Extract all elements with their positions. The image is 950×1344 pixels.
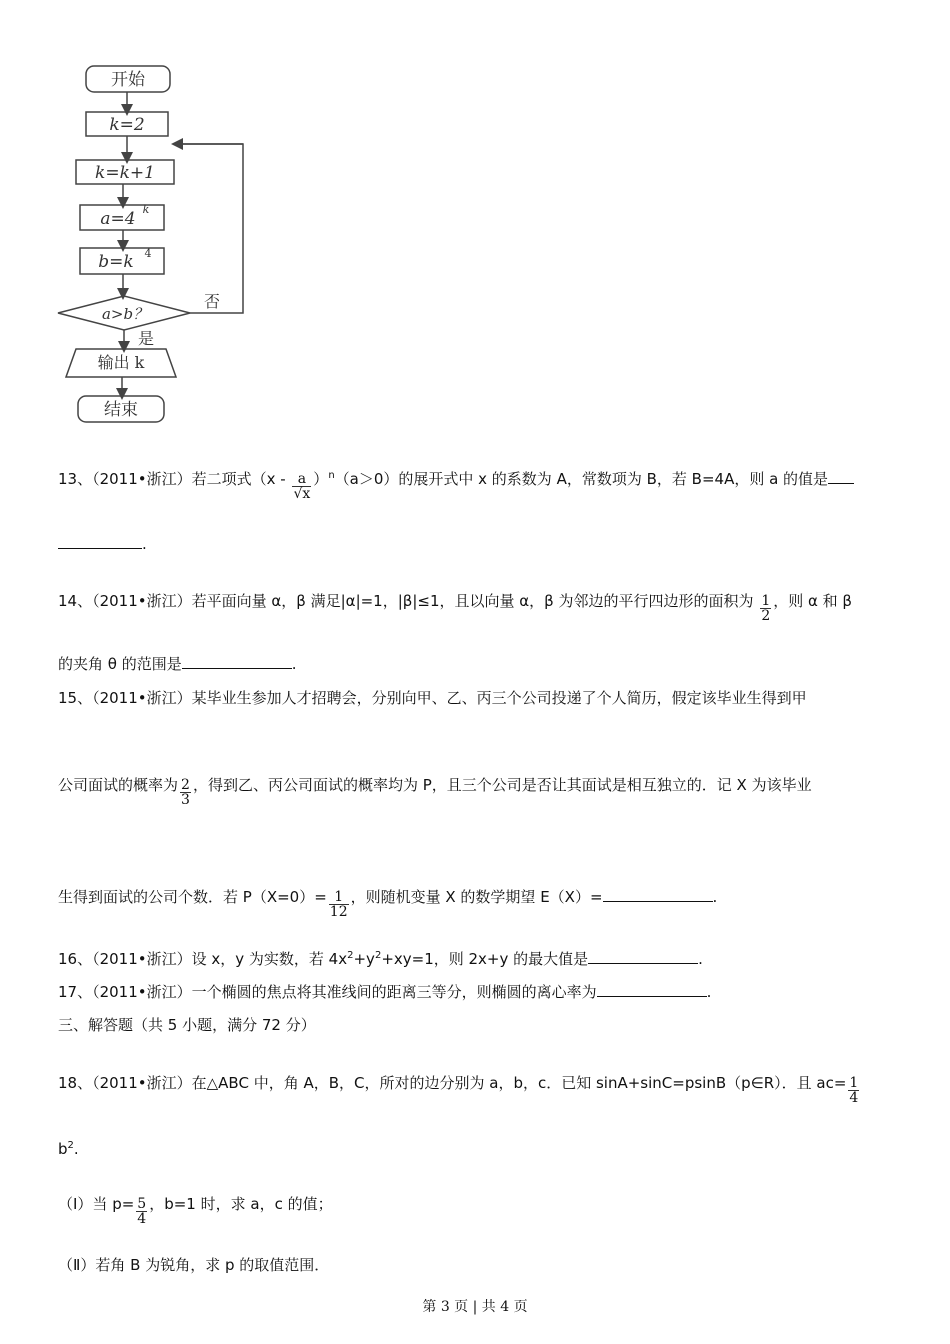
q13-number: 13、 bbox=[58, 470, 93, 488]
q16-text-c: +xy=1，则 2x+y 的最大值是 bbox=[381, 950, 589, 968]
q18-part1-frac-den: 4 bbox=[137, 1211, 147, 1227]
q15-number: 15、 bbox=[58, 689, 93, 707]
question-18-part-1 bbox=[58, 1183, 333, 1226]
q14-answer-blank[interactable] bbox=[182, 654, 292, 669]
q16-sup-1: 2 bbox=[347, 950, 354, 961]
question-18-part-2: （Ⅱ）若角 B 为锐角，求 p 的取值范围． bbox=[58, 1256, 330, 1274]
q17-answer-blank[interactable] bbox=[597, 982, 707, 997]
q18-fraction bbox=[848, 1076, 859, 1105]
q18-part1-fraction bbox=[136, 1197, 147, 1226]
q15-fraction-2 bbox=[329, 890, 349, 919]
q13-exp: n bbox=[328, 470, 335, 481]
q13-text-b: ） bbox=[313, 470, 329, 488]
q17-text-a: 一个椭圆的焦点将其准线间的距离三等分，则椭圆的离心率为 bbox=[191, 983, 597, 1001]
question-15-line3 bbox=[58, 876, 717, 919]
q16-text-b: +y bbox=[353, 950, 375, 968]
flowchart-end-label: 结束 bbox=[104, 400, 138, 420]
q17-end: . bbox=[706, 983, 712, 1001]
q13-answer-blank-1[interactable] bbox=[828, 469, 854, 484]
q15-text-e: ，则随机变量 X 的数学期望 E（X）= bbox=[350, 888, 603, 906]
q14-source: （2011•浙江） bbox=[92, 592, 192, 610]
q18-text-a: 在△ABC 中，角 A，B，C，所对的边分别为 a，b，c．已知 sinA+sinC=psinB（p∈R）．且 ac= bbox=[191, 1074, 847, 1092]
q14-number: 14、 bbox=[58, 592, 93, 610]
q13-fraction bbox=[292, 472, 311, 501]
q14-text-c: 的夹角 θ 的范围是 bbox=[58, 655, 182, 673]
flowchart-assign-b-exp: 4 bbox=[144, 247, 152, 260]
q14-text-a: 若平面向量 α，β 满足|α|=1，|β|≤1，且以向量 α，β 为邻边的平行四边形的面积为 bbox=[191, 592, 754, 610]
q13-frac-num: a bbox=[292, 472, 311, 487]
question-13-cont bbox=[58, 534, 147, 554]
flowchart-output-label: 输出 k bbox=[97, 353, 145, 372]
q15-frac1-num: 2 bbox=[181, 777, 190, 793]
q18-frac-num: 1 bbox=[849, 1075, 859, 1091]
q15-fraction-1 bbox=[180, 778, 191, 807]
question-13 bbox=[58, 458, 854, 501]
question-15 bbox=[58, 688, 807, 708]
q14-frac-num: 1 bbox=[761, 593, 771, 609]
question-15-line2 bbox=[58, 764, 812, 807]
q15-answer-blank[interactable] bbox=[603, 887, 713, 902]
flowchart-yes-label: 是 bbox=[137, 329, 155, 348]
q15-frac1-den: 3 bbox=[181, 792, 190, 808]
q17-source: （2011•浙江） bbox=[92, 983, 192, 1001]
q15-text-a: 某毕业生参加人才招聘会，分别向甲、乙、丙三个公司投递了个人简历，假定该毕业生得到甲 bbox=[191, 689, 807, 707]
flowchart-init-label: k=2 bbox=[109, 115, 145, 135]
flowchart-assign-b-label: b=k bbox=[98, 252, 134, 272]
q15-text-c: ，得到乙、丙公司面试的概率均为 P，且三个公司是否让其面试是相互独立的．记 X 为该毕业 bbox=[192, 776, 812, 794]
question-14 bbox=[58, 580, 852, 623]
q18-sup: 2 bbox=[67, 1140, 74, 1151]
q13-text-c: （a＞0）的展开式中 x 的系数为 A，常数项为 B，若 B=4A，则 a 的值是 bbox=[334, 470, 829, 488]
q14-frac-den: 2 bbox=[761, 608, 771, 624]
flowchart-assign-a-label: a=4 bbox=[100, 209, 136, 229]
q14-end: . bbox=[291, 655, 297, 673]
q16-text-a: 设 x，y 为实数，若 4x bbox=[191, 950, 348, 968]
q17-number: 17、 bbox=[58, 983, 93, 1001]
question-18-cont bbox=[58, 1136, 79, 1159]
q13-end: . bbox=[142, 535, 147, 553]
question-16 bbox=[58, 946, 703, 969]
q16-sup-2: 2 bbox=[374, 950, 382, 961]
q14-text-b: ，则 α 和 β bbox=[773, 592, 852, 610]
question-17 bbox=[58, 982, 711, 1002]
page-footer: 第 3 页 | 共 4 页 bbox=[422, 1299, 528, 1315]
q16-number: 16、 bbox=[58, 950, 93, 968]
flowchart-assign-a-exp: k bbox=[142, 203, 150, 216]
section-3-heading: 三、解答题（共 5 小题，满分 72 分） bbox=[58, 1016, 316, 1034]
q15-source: （2011•浙江） bbox=[92, 689, 192, 707]
q15-frac2-den: 12 bbox=[329, 904, 348, 920]
flowchart bbox=[50, 60, 260, 430]
q13-answer-blank-2[interactable] bbox=[58, 534, 142, 549]
flowchart-start-label: 开始 bbox=[111, 70, 145, 90]
flowchart-no-label: 否 bbox=[203, 292, 221, 311]
question-18 bbox=[58, 1062, 861, 1105]
q13-frac-den: √x bbox=[293, 486, 311, 502]
flowchart-increment-label: k=k+1 bbox=[95, 163, 155, 183]
q18-number: 18、 bbox=[58, 1074, 93, 1092]
q18-text-b: b bbox=[58, 1140, 68, 1158]
q14-fraction bbox=[760, 594, 771, 623]
q18-part1-frac-num: 5 bbox=[137, 1196, 147, 1212]
question-14-cont bbox=[58, 654, 297, 674]
q15-frac2-num: 1 bbox=[329, 890, 349, 905]
q18-source: （2011•浙江） bbox=[92, 1074, 192, 1092]
q15-text-b: 公司面试的概率为 bbox=[58, 776, 179, 794]
q16-source: （2011•浙江） bbox=[92, 950, 192, 968]
q16-end: . bbox=[698, 950, 703, 968]
q15-end: . bbox=[712, 888, 718, 906]
q18-frac-den: 4 bbox=[849, 1090, 859, 1106]
q13-text-a: 若二项式（x - bbox=[191, 470, 286, 488]
q18-part1-b: ，b=1 时，求 a，c 的值； bbox=[149, 1195, 333, 1213]
q16-answer-blank[interactable] bbox=[588, 949, 698, 964]
q13-source: （2011•浙江） bbox=[92, 470, 192, 488]
q18-part1-a: （Ⅰ）当 p= bbox=[58, 1195, 135, 1213]
q15-text-d: 生得到面试的公司个数．若 P（X=0）= bbox=[58, 888, 327, 906]
q18-text-c: . bbox=[73, 1140, 79, 1158]
flowchart-condition-label: a>b？ bbox=[101, 305, 149, 323]
